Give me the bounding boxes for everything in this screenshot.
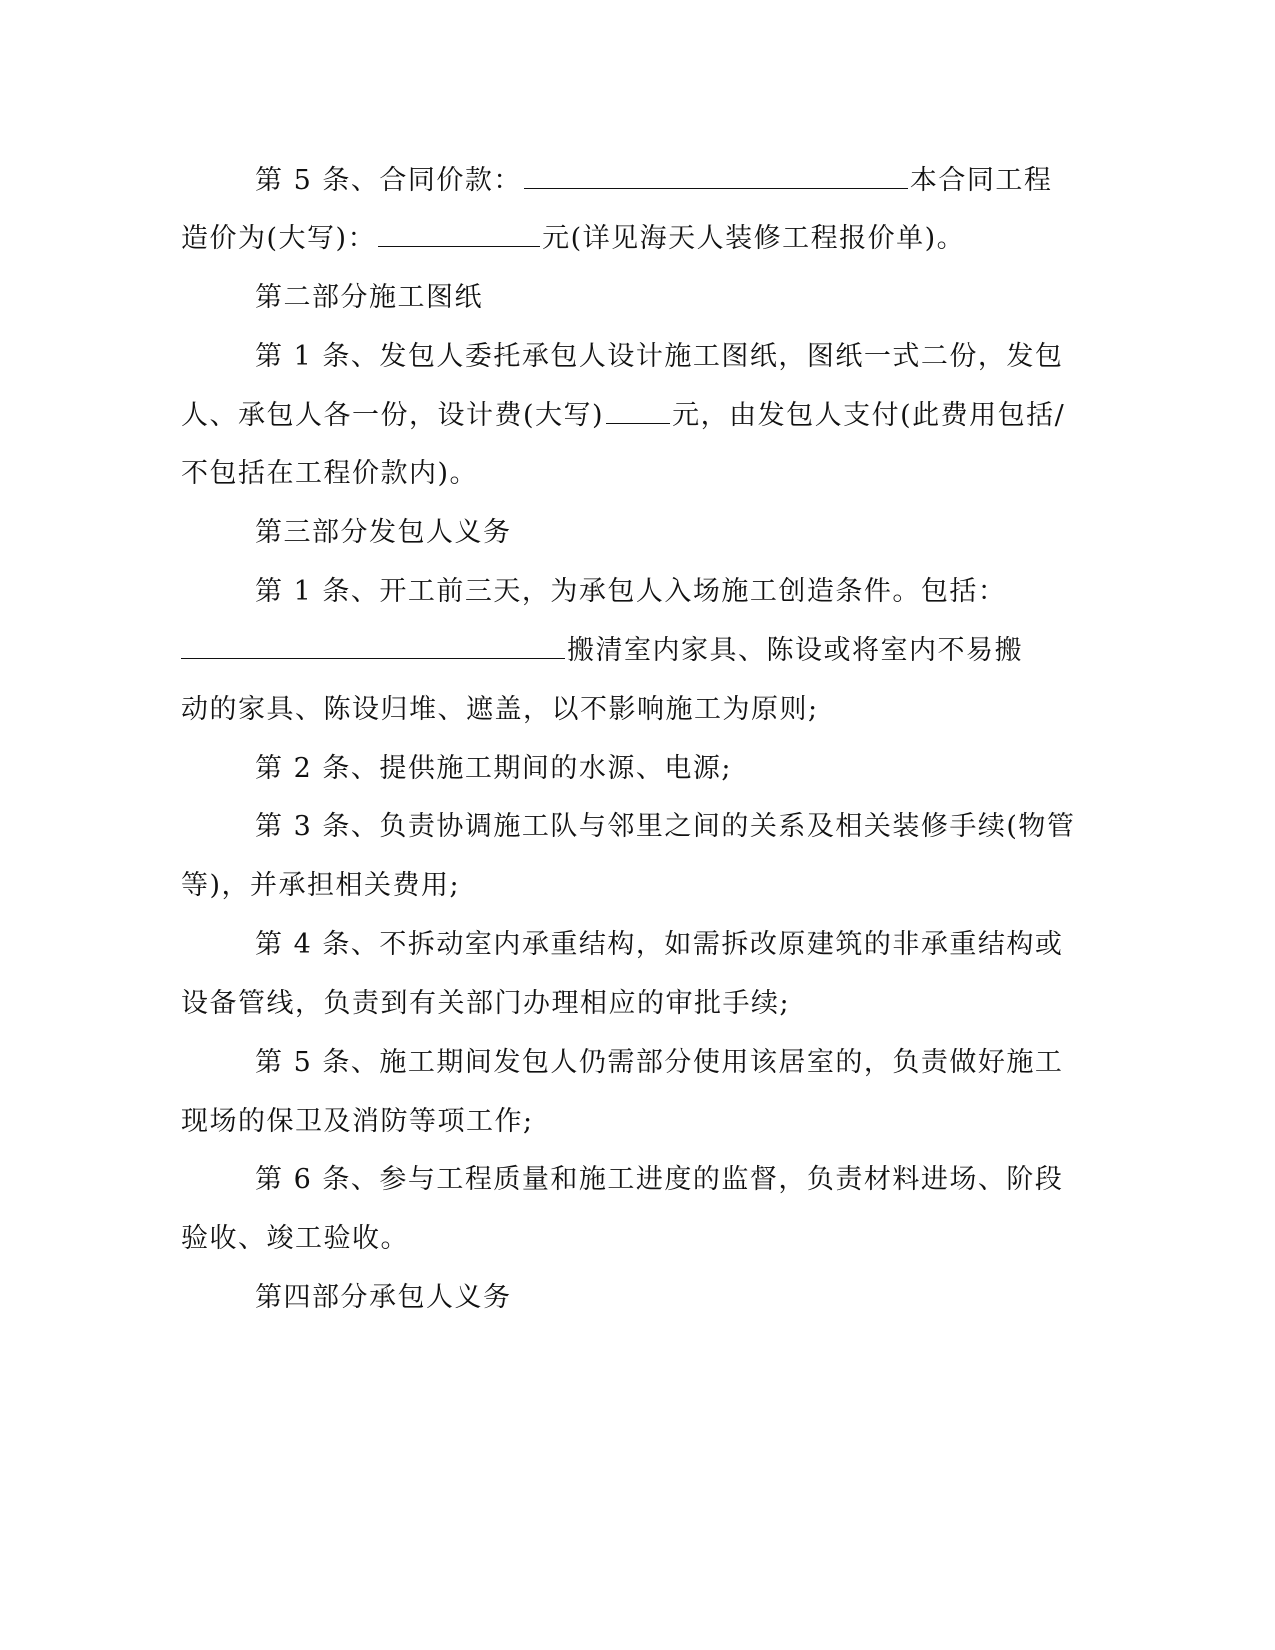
fill-in-blank xyxy=(181,634,565,659)
text-run: 验收、竣工验收。 xyxy=(181,1223,409,1254)
fill-in-blank xyxy=(606,399,670,424)
text-run: 第 5 条、施工期间发包人仍需部分使用该居室的，负责做好施工 xyxy=(255,1047,1064,1078)
text-run: 第 6 条、参与工程质量和施工进度的监督，负责材料进场、阶段 xyxy=(255,1164,1064,1195)
text-run: 元(详见海天人装修工程报价单)。 xyxy=(542,223,966,254)
text-run: 等)，并承担相关费用; xyxy=(181,870,461,901)
text-run: 第二部分施工图纸 xyxy=(255,282,483,313)
text-line xyxy=(255,927,1063,963)
text-line xyxy=(181,221,965,257)
text-run: 造价为(大写)： xyxy=(181,223,377,254)
text-line xyxy=(181,456,478,492)
text-run: 第三部分发包人义务 xyxy=(255,517,512,548)
section-heading xyxy=(255,515,512,551)
section-heading xyxy=(255,1280,512,1316)
section-heading xyxy=(255,280,483,316)
text-run: 动的家具、陈设归堆、遮盖，以不影响施工为原则; xyxy=(181,694,819,725)
text-run: 第 1 条、开工前三天，为承包人入场施工创造条件。包括： xyxy=(255,576,1007,607)
text-run: 第 2 条、提供施工期间的水源、电源; xyxy=(255,753,732,784)
text-run: 搬清室内家具、陈设或将室内不易搬 xyxy=(567,635,1023,666)
fill-in-blank xyxy=(524,164,908,189)
fill-in-blank xyxy=(378,222,540,247)
text-run: 第 5 条、合同价款： xyxy=(255,165,522,196)
text-line xyxy=(181,1104,534,1140)
text-run: 现场的保卫及消防等项工作; xyxy=(181,1106,534,1137)
text-line xyxy=(181,868,460,904)
text-line xyxy=(181,692,819,728)
text-run: 不包括在工程价款内)。 xyxy=(181,458,479,489)
text-run: 第 1 条、发包人委托承包人设计施工图纸，图纸一式二份，发包 xyxy=(255,341,1064,372)
text-run: 第 4 条、不拆动室内承重结构，如需拆改原建筑的非承重结构或 xyxy=(255,929,1064,960)
text-line xyxy=(181,633,1023,669)
text-line xyxy=(181,986,790,1022)
text-run: 元，由发包人支付(此费用包括/ xyxy=(672,400,1066,431)
text-line xyxy=(255,163,1052,199)
text-run: 设备管线，负责到有关部门办理相应的审批手续; xyxy=(181,988,791,1019)
text-run: 人、承包人各一份，设计费(大写) xyxy=(181,400,605,431)
text-run: 第 3 条、负责协调施工队与邻里之间的关系及相关装修手续(物管 xyxy=(255,811,1076,842)
text-line xyxy=(181,1221,409,1257)
text-line xyxy=(255,809,1075,845)
text-line xyxy=(181,398,1065,434)
text-run: 本合同工程 xyxy=(909,165,1053,196)
text-line xyxy=(255,751,732,787)
text-line xyxy=(255,339,1063,375)
text-run: 第四部分承包人义务 xyxy=(255,1282,512,1313)
text-line xyxy=(255,574,1006,610)
text-line xyxy=(255,1162,1063,1198)
text-line xyxy=(255,1045,1063,1081)
